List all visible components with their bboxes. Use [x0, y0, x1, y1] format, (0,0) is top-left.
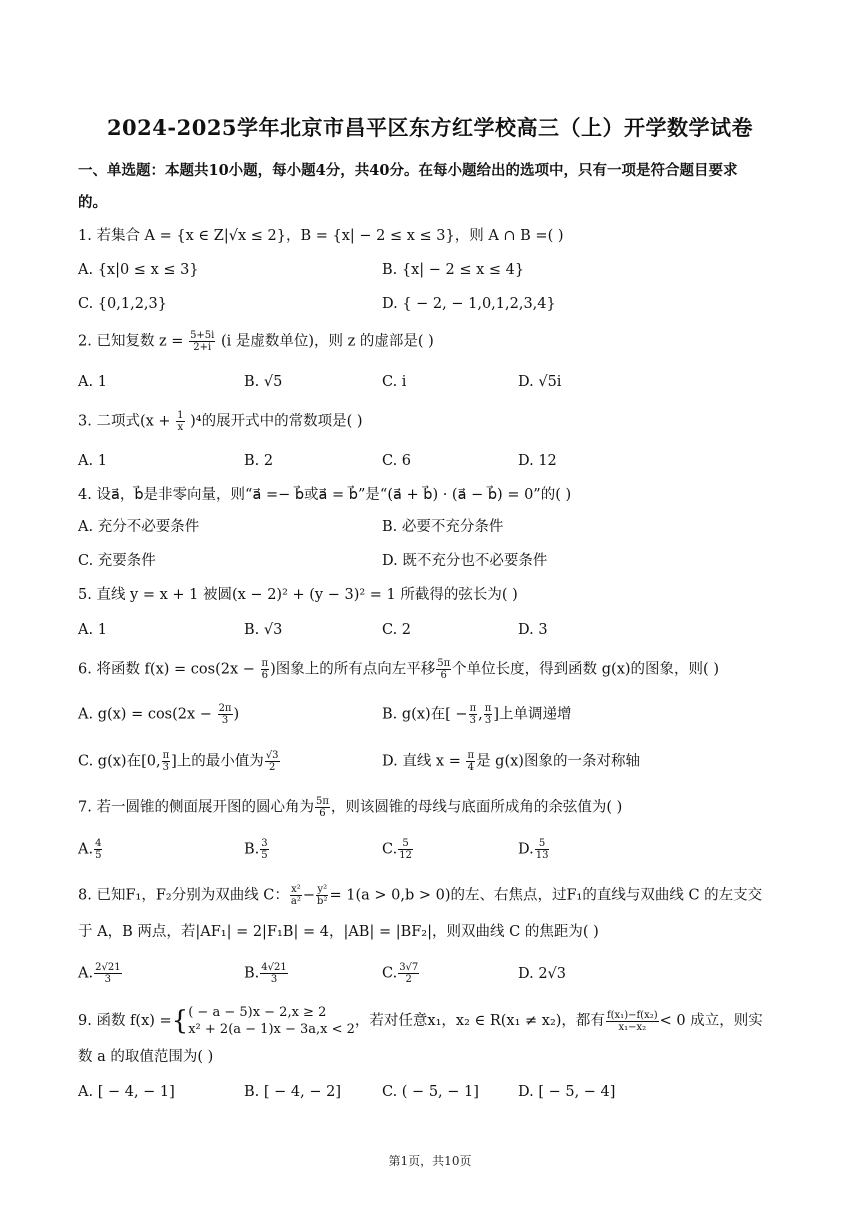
question-2-option-c: C. i [382, 374, 407, 390]
question-1: 1. 若集合 A = {x ∈ Z|√x ≤ 2}，B = {x| − 2 ≤ x ≤ 3}，则 A ∩ B =( ) [78, 228, 564, 244]
fraction: $\frac{\text{x²}}{\text{a²}}$ [290, 884, 301, 907]
fraction: $\frac{\pi}{6}$ [261, 658, 269, 681]
question-2-option-d: D. √5i [518, 374, 562, 390]
question-6-option-c: C. g(x)在[0, $\frac{\pi}{3}$ ]上的最小值为 $\frac{√3}{2}$ [78, 750, 279, 773]
question-3: 3. 二项式(x + $\frac{1}{x}$ )⁴的展开式中的常数项是( ) [78, 410, 363, 433]
question-6-option-a: A. g(x) = cos(2x − $\frac{2\pi}{3}$ ) [78, 703, 240, 726]
fraction: $\frac{5+5i}{2+i}$ [190, 330, 215, 353]
section-heading-line2: 的。 [78, 194, 107, 211]
page-footer: 第1页，共10页 [388, 1154, 472, 1168]
question-2-option-b: B. √5 [244, 374, 283, 390]
fraction: $\frac{2\pi}{3}$ [218, 703, 232, 726]
fraction: $\frac{3}{5}$ [261, 838, 268, 861]
question-3-option-a: A. 1 [78, 453, 107, 469]
question-7-option-b: B. $\frac{3}{5}$ [244, 838, 268, 861]
question-6-option-d: D. 直线 x = $\frac{\pi}{4}$ 是 g(x)图象的一条对称轴 [382, 750, 640, 773]
question-8-line2: 于 A，B 两点，若|AF₁| = 2|F₁B| = 4，|AB| = |BF₂|，则双曲线 C 的焦距为( ) [78, 924, 599, 940]
page-title: 2024-2025学年北京市昌平区东方红学校高三（上）开学数学试卷 [106, 115, 754, 140]
question-3-option-c: C. 6 [382, 453, 412, 469]
fraction: $\frac{\text{f(x₁)−f(x₂)}}{\text{x₁−x₂}}$ [606, 1009, 658, 1033]
question-9-option-b: B. [ − 4, − 2] [244, 1084, 341, 1100]
question-6: 6. 将函数 f(x) = cos(2x − $\frac{\pi}{6}$ )图象上的所有点向左平移 $\frac{5\pi}{6}$ 个单位长度，得到函数 g(x)的图象，则( ) [78, 658, 719, 681]
question-5: 5. 直线 y = x + 1 被圆(x − 2)² + (y − 3)² = 1 所截得的弦长为( ) [78, 587, 518, 603]
question-9-option-c: C. ( − 5, − 1] [382, 1084, 479, 1100]
question-4-option-a: A. 充分不必要条件 [78, 519, 200, 535]
question-5-option-b: B. √3 [244, 622, 283, 638]
question-8: 8. 已知F₁，F₂分别为双曲线 C： $\frac{\text{x²}}{\text{a²}}$ − $\frac{\text{y²}}{\text{b²}}$ = 1(a > 0,b > 0)的左、右焦点，过F₁的直线与双曲线 C 的左支交 [78, 884, 763, 907]
question-4-option-c: C. 充要条件 [78, 553, 156, 569]
question-2-option-a: A. 1 [78, 374, 107, 390]
question-9-option-a: A. [ − 4, − 1] [78, 1084, 175, 1100]
question-3-option-b: B. 2 [244, 453, 274, 469]
question-1-option-b: B. {x| − 2 ≤ x ≤ 4} [382, 262, 525, 278]
question-6-option-b: B. g(x)在[ − $\frac{\pi}{3}$ , $\frac{\pi}{3}$ ]上单调递增 [382, 703, 572, 726]
fraction: $\frac{\pi}{3}$ [484, 703, 492, 726]
fraction: $\frac{\pi}{3}$ [162, 750, 170, 773]
question-8-option-d: D. 2√3 [518, 966, 567, 982]
fraction: $\frac{4√21}{3}$ [261, 962, 287, 985]
question-8-option-b: B. $\frac{4√21}{3}$ [244, 962, 287, 985]
fraction: $\frac{2√21}{3}$ [95, 962, 121, 985]
fraction: $\frac{5\pi}{6}$ [437, 658, 451, 681]
fraction: $\frac{5}{12}$ [399, 838, 412, 861]
fraction: $\frac{3√7}{2}$ [399, 962, 419, 985]
question-8-option-a: A. $\frac{2√21}{3}$ [78, 962, 121, 985]
question-9: 9. 函数 f(x) ={ ( − a − 5)x − 2,x ≥ 2 x² + 2(a − 1)x − 3a,x < 2 ，若对任意x₁，x₂ ∈ R(x₁ ≠ x₂)，都有 $\frac{\text{f(x₁)−f(x₂)}}{\text{x₁−x₂}}$ < 0 成立，则实 [78, 1005, 763, 1037]
question-8-option-c: C. $\frac{3√7}{2}$ [382, 962, 419, 985]
fraction: $\frac{\pi}{4}$ [467, 750, 475, 773]
question-3-option-d: D. 12 [518, 453, 557, 469]
question-7-option-a: A. $\frac{4}{5}$ [78, 838, 102, 861]
fraction: $\frac{1}{x}$ [177, 410, 184, 433]
question-5-option-d: D. 3 [518, 622, 548, 638]
fraction: $\frac{√3}{2}$ [265, 750, 279, 773]
fraction: $\frac{5\pi}{6}$ [315, 796, 329, 819]
question-7-option-c: C. $\frac{5}{12}$ [382, 838, 412, 861]
question-7: 7. 若一圆锥的侧面展开图的圆心角为 $\frac{5\pi}{6}$ ，则该圆锥的母线与底面所成角的余弦值为( ) [78, 796, 623, 819]
fraction: $\frac{\pi}{3}$ [469, 703, 477, 726]
question-4-option-d: D. 既不充分也不必要条件 [382, 553, 548, 569]
question-1-option-c: C. {0,1,2,3} [78, 296, 167, 312]
question-1-option-a: A. {x|0 ≤ x ≤ 3} [78, 262, 199, 278]
piecewise-cases: ( − a − 5)x − 2,x ≥ 2 x² + 2(a − 1)x − 3a,x < 2 [188, 1005, 355, 1037]
question-9-line2: 数 a 的取值范围为( ) [78, 1049, 214, 1065]
question-5-option-a: A. 1 [78, 622, 107, 638]
question-5-option-c: C. 2 [382, 622, 412, 638]
section-heading [78, 155, 788, 219]
question-1-option-d: D. { − 2, − 1,0,1,2,3,4} [382, 296, 556, 312]
question-2: 2. 已知复数 z = $\frac{5+5i}{2+i}$ (i 是虚数单位)，则 z 的虚部是( ) [78, 330, 434, 353]
question-9-option-d: D. [ − 5, − 4] [518, 1084, 616, 1100]
question-4: 4. 设a⃗，b⃗是非零向量，则“a⃗ =− b⃗或a⃗ = b⃗”是“(a⃗ + b⃗) · (a⃗ − b⃗) = 0”的( ) [78, 487, 572, 503]
fraction: $\frac{4}{5}$ [95, 838, 102, 861]
fraction: $\frac{\text{y²}}{\text{b²}}$ [317, 884, 328, 907]
left-brace-icon: { [171, 1006, 189, 1036]
fraction: $\frac{5}{13}$ [535, 838, 549, 861]
question-4-option-b: B. 必要不充分条件 [382, 519, 504, 535]
question-7-option-d: D. $\frac{5}{13}$ [518, 838, 549, 861]
section-heading-line1: 一、单选题：本题共10小题，每小题4分，共40分。在每小题给出的选项中，只有一项是符合题目要求 [78, 162, 738, 179]
